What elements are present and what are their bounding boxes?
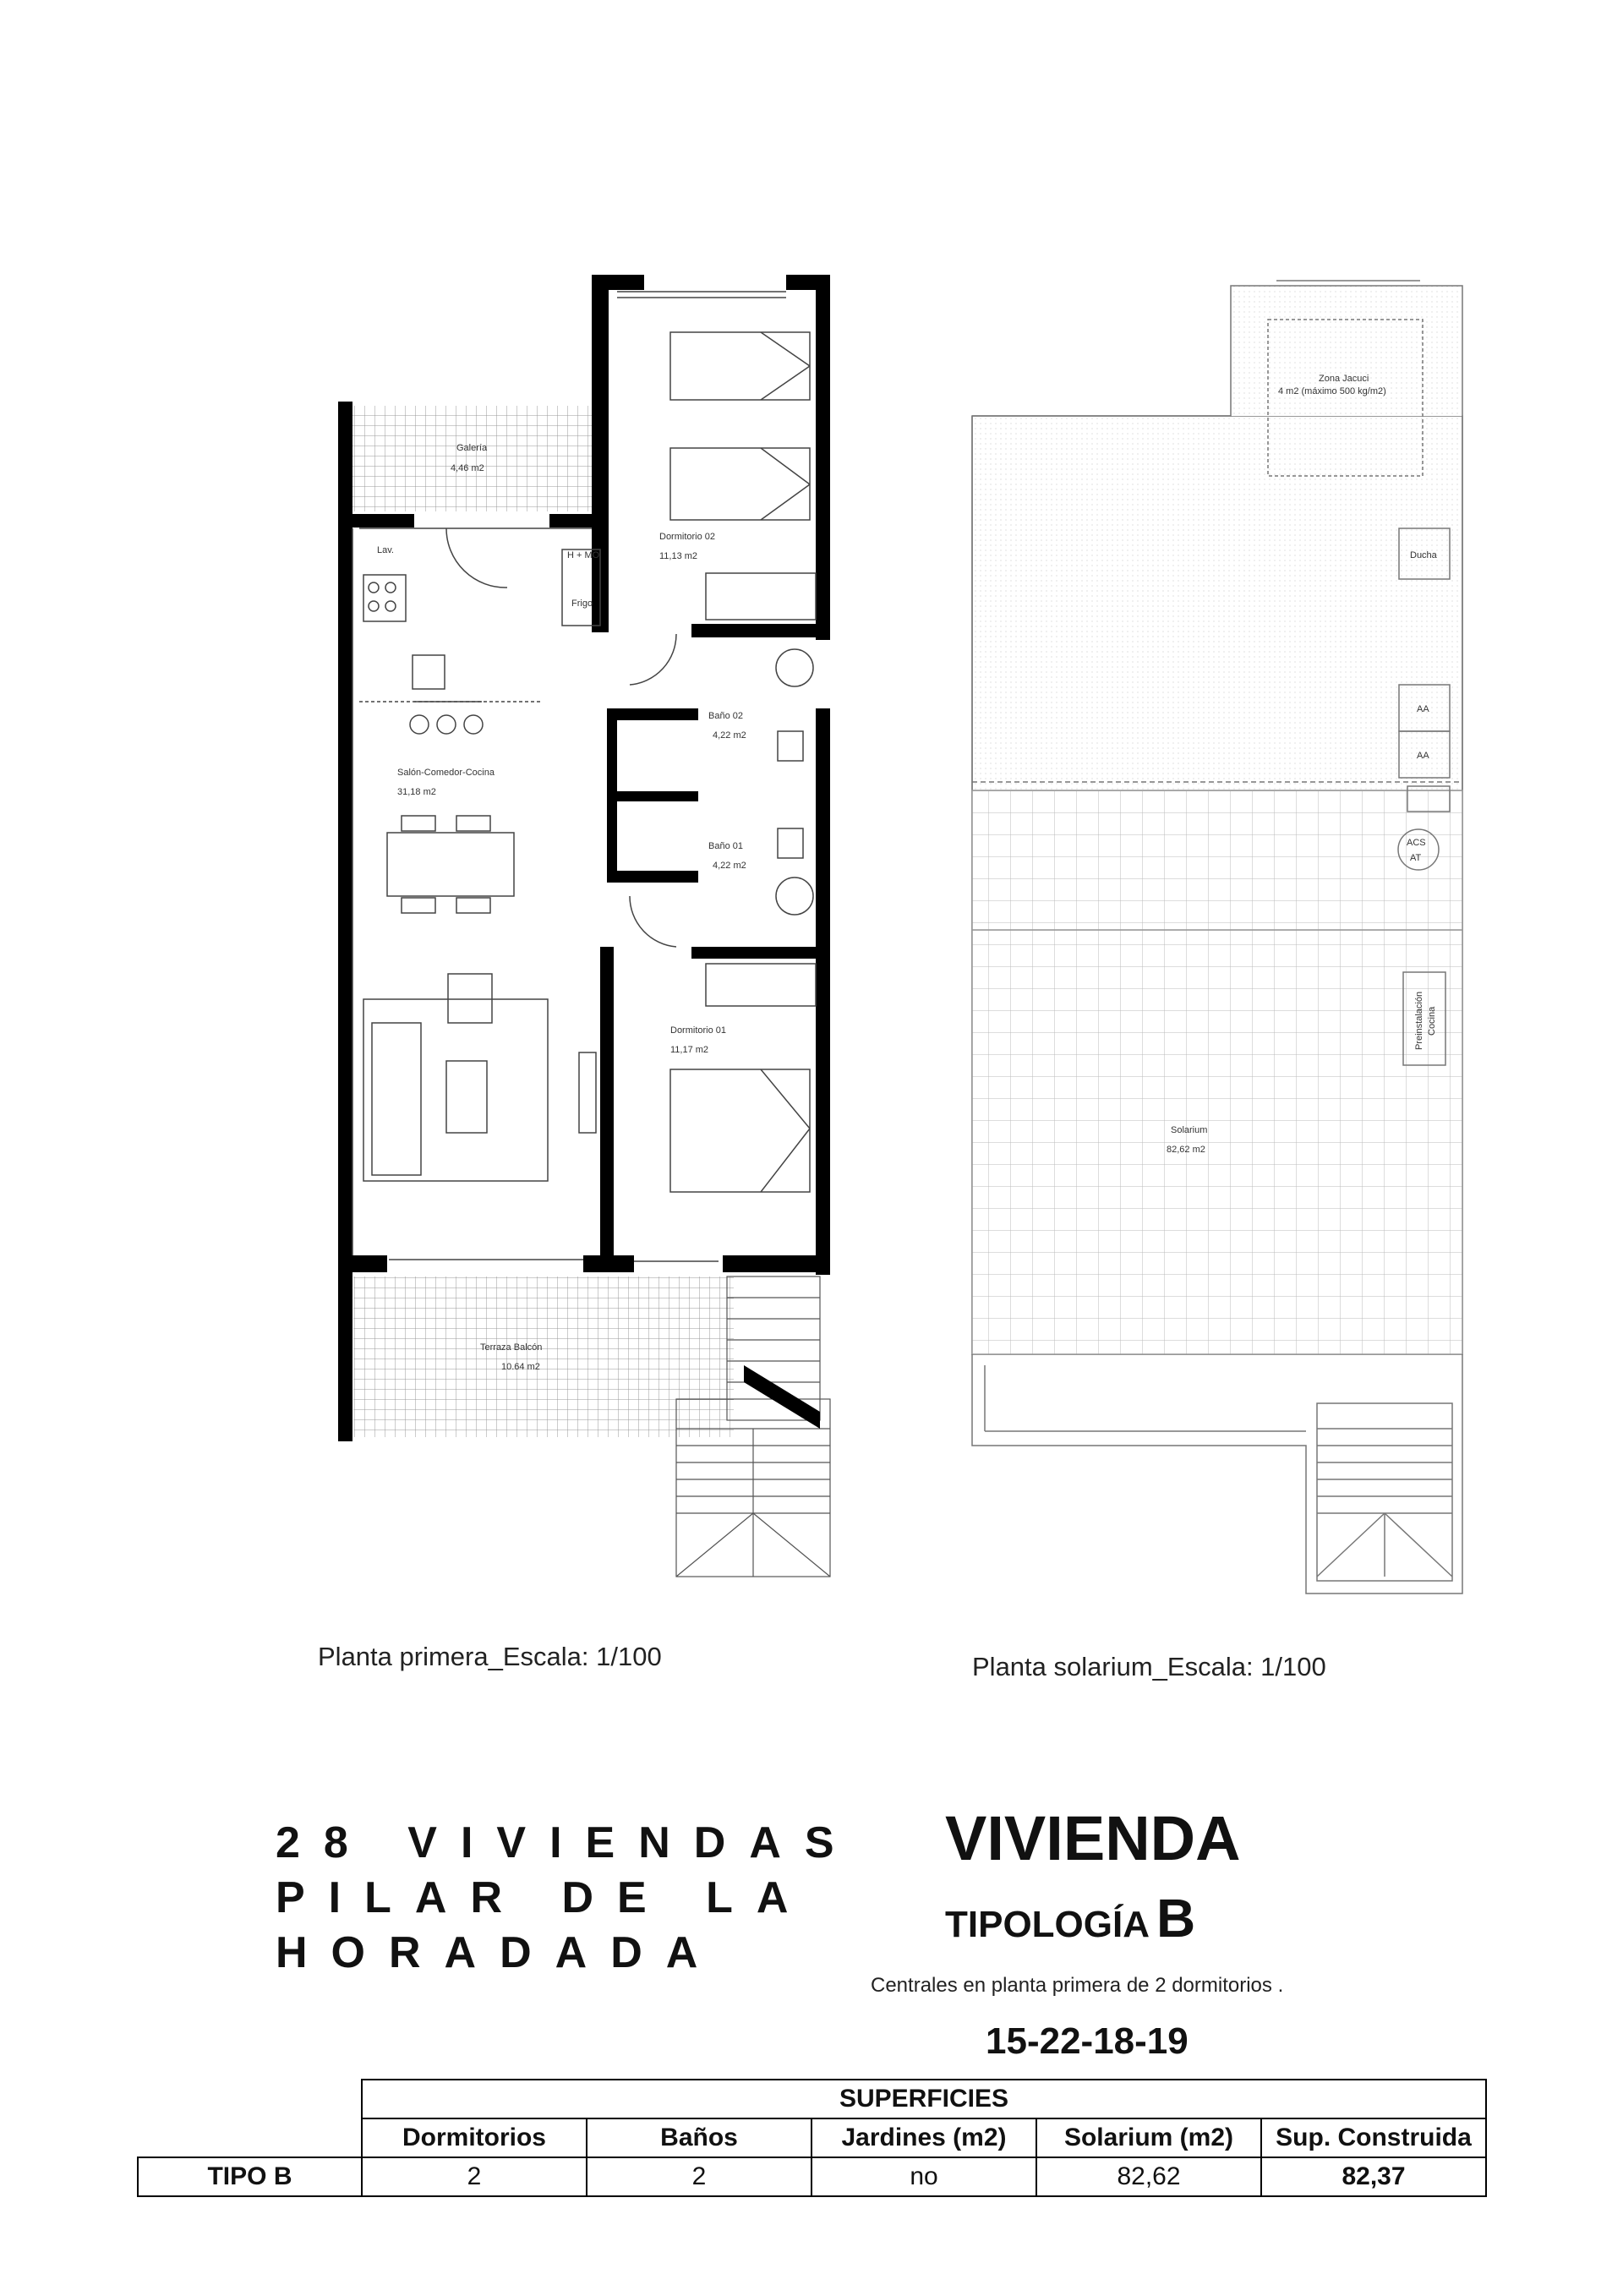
dorm01-name: Dormitorio 01 [670, 1025, 727, 1036]
header-jardines: Jardines (m2) [812, 2118, 1036, 2157]
galeria-area: 4,46 m2 [451, 463, 484, 473]
header-banos: Baños [587, 2118, 812, 2157]
salon-name: Salón-Comedor-Cocina [397, 768, 495, 778]
dorm02-name: Dormitorio 02 [659, 532, 716, 542]
tipologia-type: B [1156, 1888, 1196, 1949]
tipologia-label: TIPOLOGÍA [945, 1904, 1150, 1945]
bano01-area: 4,22 m2 [713, 861, 746, 871]
value-dormitorios: 2 [362, 2157, 587, 2196]
value-solarium: 82,62 [1036, 2157, 1261, 2196]
header-sup-construida: Sup. Construida [1261, 2118, 1486, 2157]
terraza-name: Terraza Balcón [480, 1342, 543, 1353]
bano02-area: 4,22 m2 [713, 730, 746, 741]
project-title [276, 1816, 858, 1981]
house-references: 15-22-18-19 [986, 2020, 1189, 2062]
header-dormitorios: Dormitorios [362, 2118, 587, 2157]
solarium-plan [972, 281, 1462, 1594]
surfaces-table [137, 2079, 1487, 2197]
galeria-name: Galería [456, 443, 488, 453]
aa-label-1: AA [1417, 704, 1429, 714]
dorm01-area: 11,17 m2 [670, 1045, 709, 1055]
solarium-caption: Planta solarium_Escala: 1/100 [972, 1652, 1326, 1681]
tipologia-heading [945, 1887, 1195, 1949]
terraza-area: 10.64 m2 [501, 1362, 540, 1372]
dorm02-area: 11,13 m2 [659, 551, 698, 561]
vivienda-heading: VIVIENDA [945, 1803, 1241, 1873]
at-label: AT [1410, 853, 1422, 863]
solarium-name: Solarium [1171, 1125, 1208, 1135]
acs-label: ACS [1407, 838, 1426, 848]
table-title: SUPERFICIES [362, 2080, 1486, 2118]
hmo-label: H + MO [567, 550, 600, 560]
preinst-label-1: Preinstalación [1414, 991, 1424, 1050]
value-jardines: no [812, 2157, 1036, 2196]
salon-area: 31,18 m2 [397, 787, 436, 797]
project-line-3: HORADADA [276, 1928, 722, 1977]
jacuzzi-note: 4 m2 (máximo 500 kg/m2) [1278, 386, 1386, 396]
preinst-label-2: Cocina [1427, 1006, 1437, 1036]
frigo-label: Frigo [571, 599, 593, 609]
description: Centrales en planta primera de 2 dormitorios . [871, 1974, 1284, 1997]
aa-label-2: AA [1417, 751, 1429, 761]
value-banos: 2 [587, 2157, 812, 2196]
lav-label: Lav. [377, 545, 394, 555]
project-line-1: 28 VIVIENDAS [276, 1818, 858, 1867]
value-sup-construida: 82,37 [1261, 2157, 1486, 2196]
row-label: TIPO B [138, 2157, 362, 2196]
solarium-area: 82,62 m2 [1167, 1145, 1205, 1155]
header-solarium: Solarium (m2) [1036, 2118, 1261, 2157]
table-row [138, 2157, 1486, 2196]
bano01-name: Baño 01 [708, 841, 743, 851]
bano02-name: Baño 02 [708, 711, 743, 721]
jacuzzi-name: Zona Jacuci [1319, 374, 1369, 384]
ducha-label: Ducha [1410, 550, 1437, 560]
first-floor-caption: Planta primera_Escala: 1/100 [318, 1642, 662, 1671]
galeria-floor [351, 406, 596, 511]
project-line-2: PILAR DE LA [276, 1873, 812, 1922]
